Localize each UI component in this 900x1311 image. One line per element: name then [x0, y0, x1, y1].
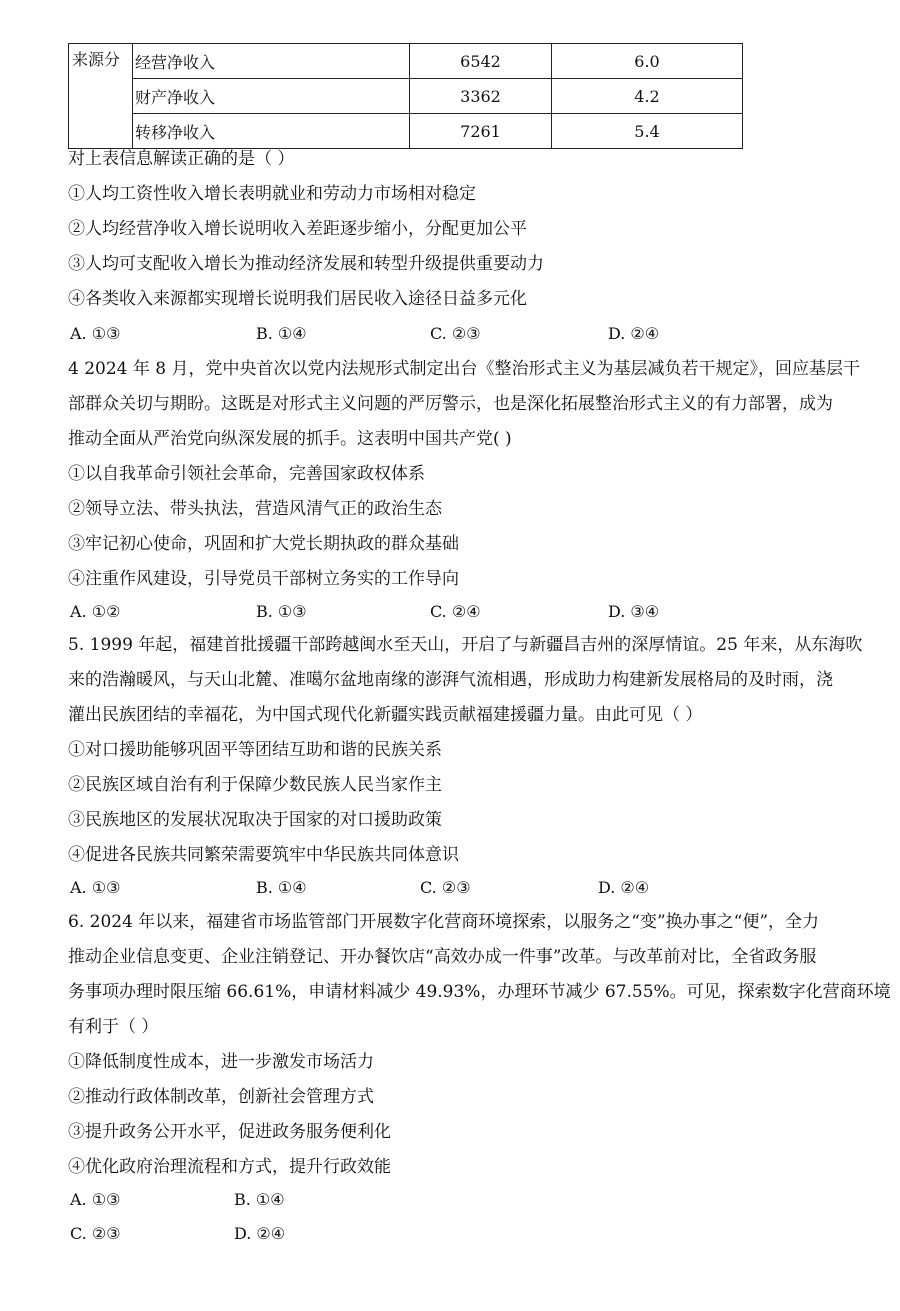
q5-option-1: ①对口援助能够巩固平等团结互助和谐的民族关系: [68, 740, 442, 760]
q3-option-3: ③人均可支配收入增长为推动经济发展和转型升级提供重要动力: [68, 254, 544, 274]
table-cell-value: 6542: [410, 44, 552, 79]
q5-stem-line: 来的浩瀚暖风，与天山北麓、准噶尔盆地南缘的澎湃气流相遇，形成助力构建新发展格局的及时雨，浇: [68, 670, 833, 690]
table-row: [69, 114, 743, 149]
q4-option-4: ④注重作风建设，引导党员干部树立务实的工作导向: [68, 569, 459, 589]
q5-choice-a[interactable]: A. ①③: [70, 878, 121, 897]
q6-choice-a[interactable]: A. ①③: [70, 1190, 121, 1209]
table-row: [69, 79, 743, 114]
table-row: [69, 44, 743, 79]
q4-stem-line: 部群众关切与期盼。这既是对形式主义问题的严厉警示，也是深化拓展整治形式主义的有力部署，成为: [68, 394, 833, 414]
q6-option-2: ②推动行政体制改革，创新社会管理方式: [68, 1087, 374, 1107]
table-cell-value: 3362: [410, 79, 552, 114]
q6-choice-d[interactable]: D. ②④: [234, 1224, 286, 1243]
q6-option-1: ①降低制度性成本，进一步激发市场活力: [68, 1052, 374, 1072]
q5-stem-line: 5. 1999 年起，福建首批援疆干部跨越闽水至天山，开启了与新疆昌吉州的深厚情谊。25 年来，从东海吹: [68, 635, 863, 655]
q4-stem-line: 推动全面从严治党向纵深发展的抓手。这表明中国共产党( ): [68, 429, 512, 449]
q3-option-2: ②人均经营净收入增长说明收入差距逐步缩小，分配更加公平: [68, 219, 527, 239]
q3-choice-a[interactable]: A. ①③: [70, 324, 121, 343]
q4-choice-d[interactable]: D. ③④: [608, 602, 660, 621]
q6-choice-c[interactable]: C. ②③: [70, 1224, 121, 1243]
q5-choice-b[interactable]: B. ①④: [256, 878, 307, 897]
income-table: [68, 43, 743, 149]
table-row-header: 来源分: [69, 44, 133, 149]
table-cell-rate: 6.0: [552, 44, 743, 79]
q4-stem-line: 4 2024 年 8 月，党中央首次以党内法规形式制定出台《整治形式主义为基层减负若干规定》，回应基层干: [68, 359, 861, 379]
table-cell-label: 转移净收入: [133, 114, 410, 149]
table-cell-label: 经营净收入: [133, 44, 410, 79]
q3-choice-b[interactable]: B. ①④: [256, 324, 307, 343]
q5-option-4: ④促进各民族共同繁荣需要筑牢中华民族共同体意识: [68, 845, 459, 865]
q5-stem-line: 灌出民族团结的幸福花，为中国式现代化新疆实践贡献福建援疆力量。由此可见（ ）: [68, 705, 703, 725]
q3-choice-d[interactable]: D. ②④: [608, 324, 660, 343]
q6-stem-line: 推动企业信息变更、企业注销登记、开办餐饮店“高效办成一件事”改革。与改革前对比，全省政务服: [68, 947, 817, 967]
table-cell-rate: 5.4: [552, 114, 743, 149]
q4-choice-c[interactable]: C. ②④: [430, 602, 481, 621]
q4-choice-b[interactable]: B. ①③: [256, 602, 307, 621]
q6-stem-line: 有利于（ ）: [68, 1017, 159, 1037]
q6-stem-line: 务事项办理时限压缩 66.61%，申请材料减少 49.93%，办理环节减少 67.55%。可见，探索数字化营商环境: [68, 982, 891, 1002]
q6-choice-b[interactable]: B. ①④: [234, 1190, 285, 1209]
q4-option-1: ①以自我革命引领社会革命，完善国家政权体系: [68, 464, 425, 484]
income-table-fragment: [68, 43, 743, 149]
q4-choice-a[interactable]: A. ①②: [70, 602, 121, 621]
q5-option-2: ②民族区域自治有利于保障少数民族人民当家作主: [68, 775, 442, 795]
q5-option-3: ③民族地区的发展状况取决于国家的对口援助政策: [68, 810, 442, 830]
table-cell-value: 7261: [410, 114, 552, 149]
q6-option-3: ③提升政务公开水平，促进政务服务便利化: [68, 1122, 391, 1142]
q4-option-3: ③牢记初心使命，巩固和扩大党长期执政的群众基础: [68, 534, 459, 554]
q3-option-1: ①人均工资性收入增长表明就业和劳动力市场相对稳定: [68, 184, 476, 204]
q3-option-4: ④各类收入来源都实现增长说明我们居民收入途径日益多元化: [68, 289, 527, 309]
table-cell-rate: 4.2: [552, 79, 743, 114]
q6-stem-line: 6. 2024 年以来，福建省市场监管部门开展数字化营商环境探索，以服务之“变”换办事之“便”，全力: [68, 912, 820, 932]
q5-choice-c[interactable]: C. ②③: [420, 878, 471, 897]
q6-option-4: ④优化政府治理流程和方式，提升行政效能: [68, 1157, 391, 1177]
q3-choice-c[interactable]: C. ②③: [430, 324, 481, 343]
table-cell-label: 财产净收入: [133, 79, 410, 114]
q4-option-2: ②领导立法、带头执法，营造风清气正的政治生态: [68, 499, 442, 519]
q3-stem: 对上表信息解读正确的是（ ）: [68, 149, 295, 169]
q5-choice-d[interactable]: D. ②④: [598, 878, 650, 897]
